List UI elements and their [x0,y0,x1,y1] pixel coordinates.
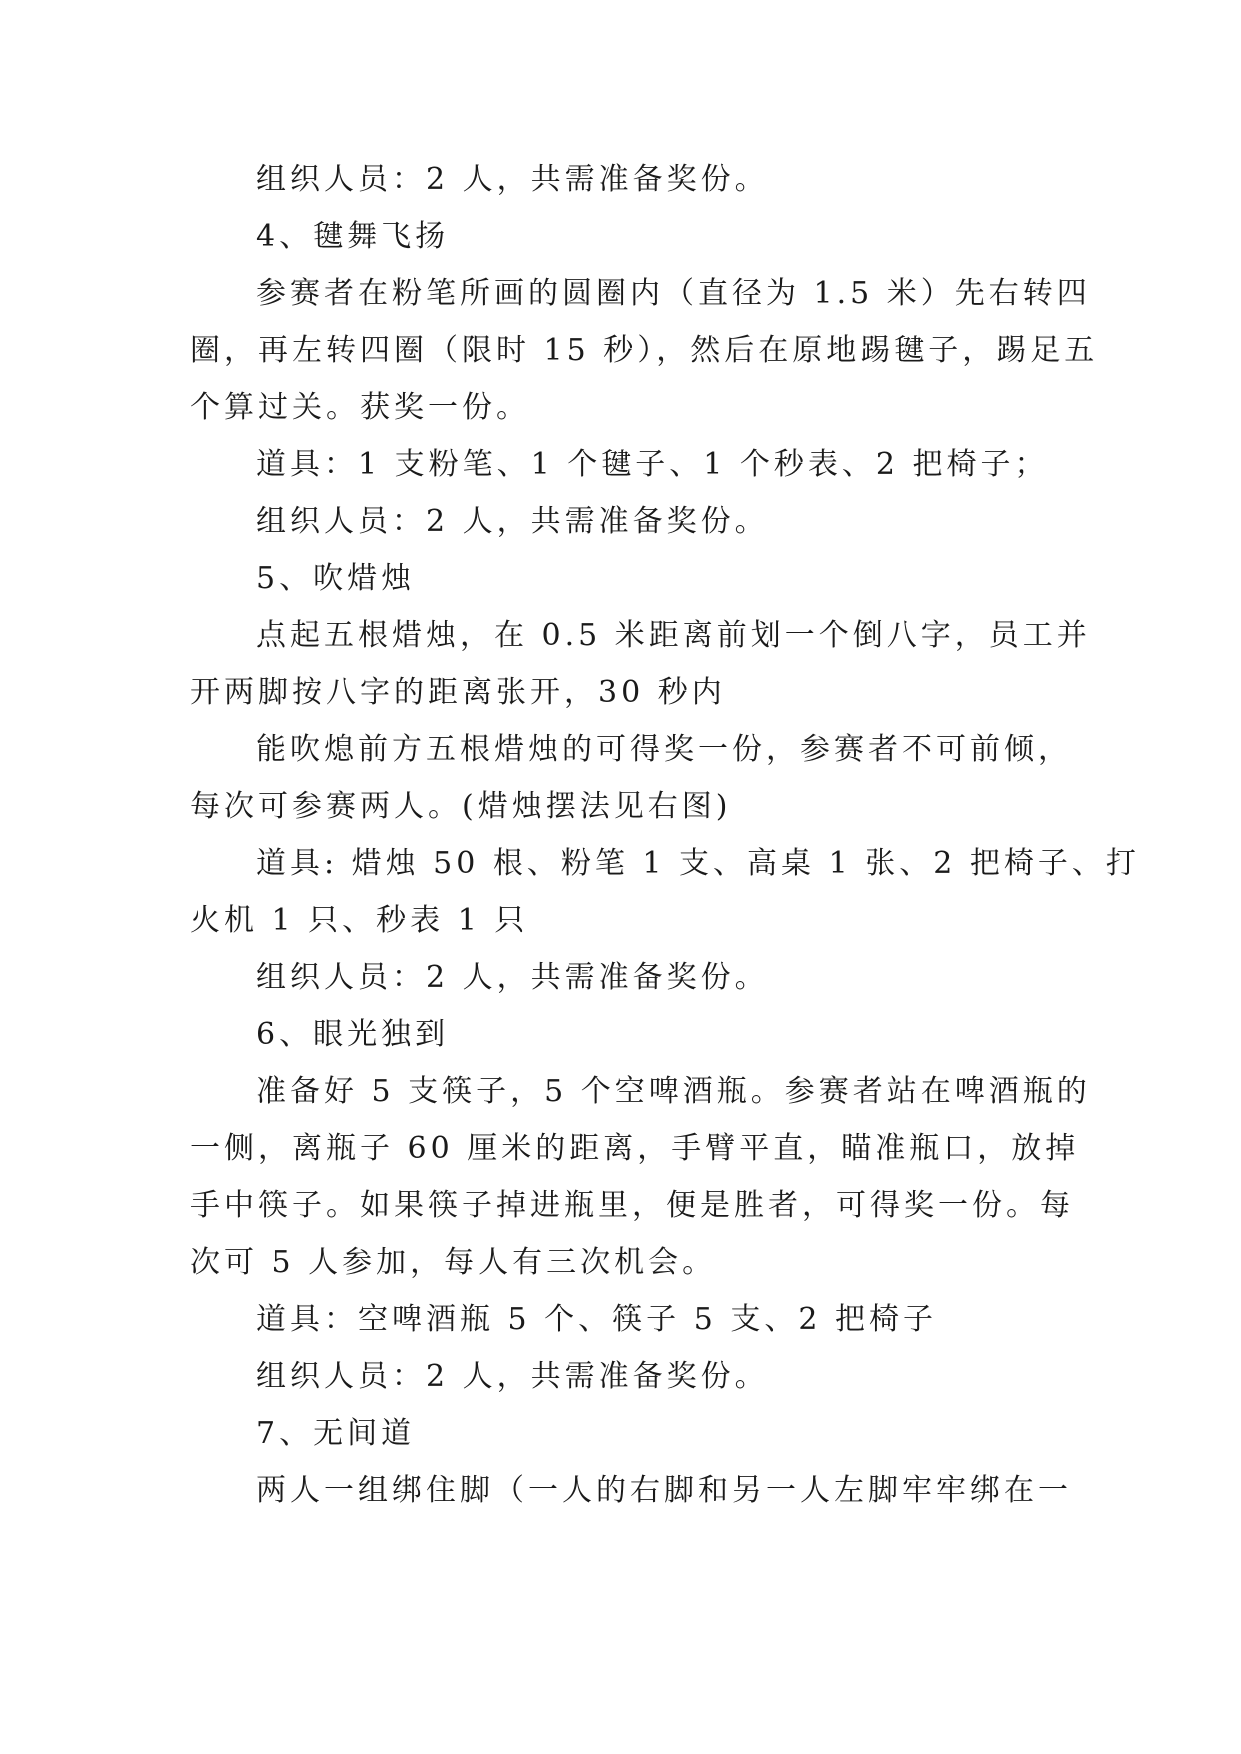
paragraph-line: 点起五根焟烛，在 0.5 米距离前划一个倒八字，员工并 [256,618,1091,653]
paragraph-line: 参赛者在粉笔所画的圆圈内（直径为 1.5 米）先右转四 [256,276,1091,311]
paragraph-line: 组织人员：2 人，共需准备奖份。 [256,162,769,197]
paragraph-line: 组织人员：2 人，共需准备奖份。 [256,1359,769,1394]
paragraph-line: 手中筷子。如果筷子掉进瓶里，便是胜者，可得奖一份。每 [190,1188,1074,1223]
paragraph-line: 一侧，离瓶子 60 厘米的距离，手臂平直，瞄准瓶口，放掉 [190,1131,1080,1166]
paragraph-line: 圈，再左转四圈（限时 15 秒），然后在原地踢毽子，踢足五 [190,333,1099,368]
paragraph-line: 道具: 焟烛 50 根、粉笔 1 支、高桌 1 张、2 把椅子、打 [256,846,1140,881]
paragraph-line: 能吹熄前方五根焟烛的可得奖一份，参赛者不可前倾， [256,732,1072,767]
paragraph-line: 道具：1 支粉笔、1 个毽子、1 个秒表、2 把椅子； [256,447,1049,482]
section-heading: 6、眼光独到 [256,1017,450,1052]
paragraph-line: 个算过关。获奖一份。 [190,390,530,425]
paragraph-line: 两人一组绑住脚（一人的右脚和另一人左脚牢牢绑在一 [256,1473,1072,1508]
paragraph-line: 每次可参赛两人。(焟烛摆法见右图) [190,789,732,824]
paragraph-line: 火机 1 只、秒表 1 只 [190,903,529,938]
paragraph-line: 道具：空啤酒瓶 5 个、筷子 5 支、2 把椅子 [256,1302,937,1337]
section-heading: 5、吹焟烛 [256,561,416,596]
paragraph-line: 开两脚按八字的距离张开，30 秒内 [190,675,726,710]
paragraph-line: 准备好 5 支筷子，5 个空啤酒瓶。参赛者站在啤酒瓶的 [256,1074,1091,1109]
paragraph-line: 组织人员：2 人，共需准备奖份。 [256,504,769,539]
section-heading: 4、毽舞飞扬 [256,219,450,254]
paragraph-line: 次可 5 人参加，每人有三次机会。 [190,1245,717,1280]
section-heading: 7、无间道 [256,1416,416,1451]
paragraph-line: 组织人员：2 人，共需准备奖份。 [256,960,769,995]
